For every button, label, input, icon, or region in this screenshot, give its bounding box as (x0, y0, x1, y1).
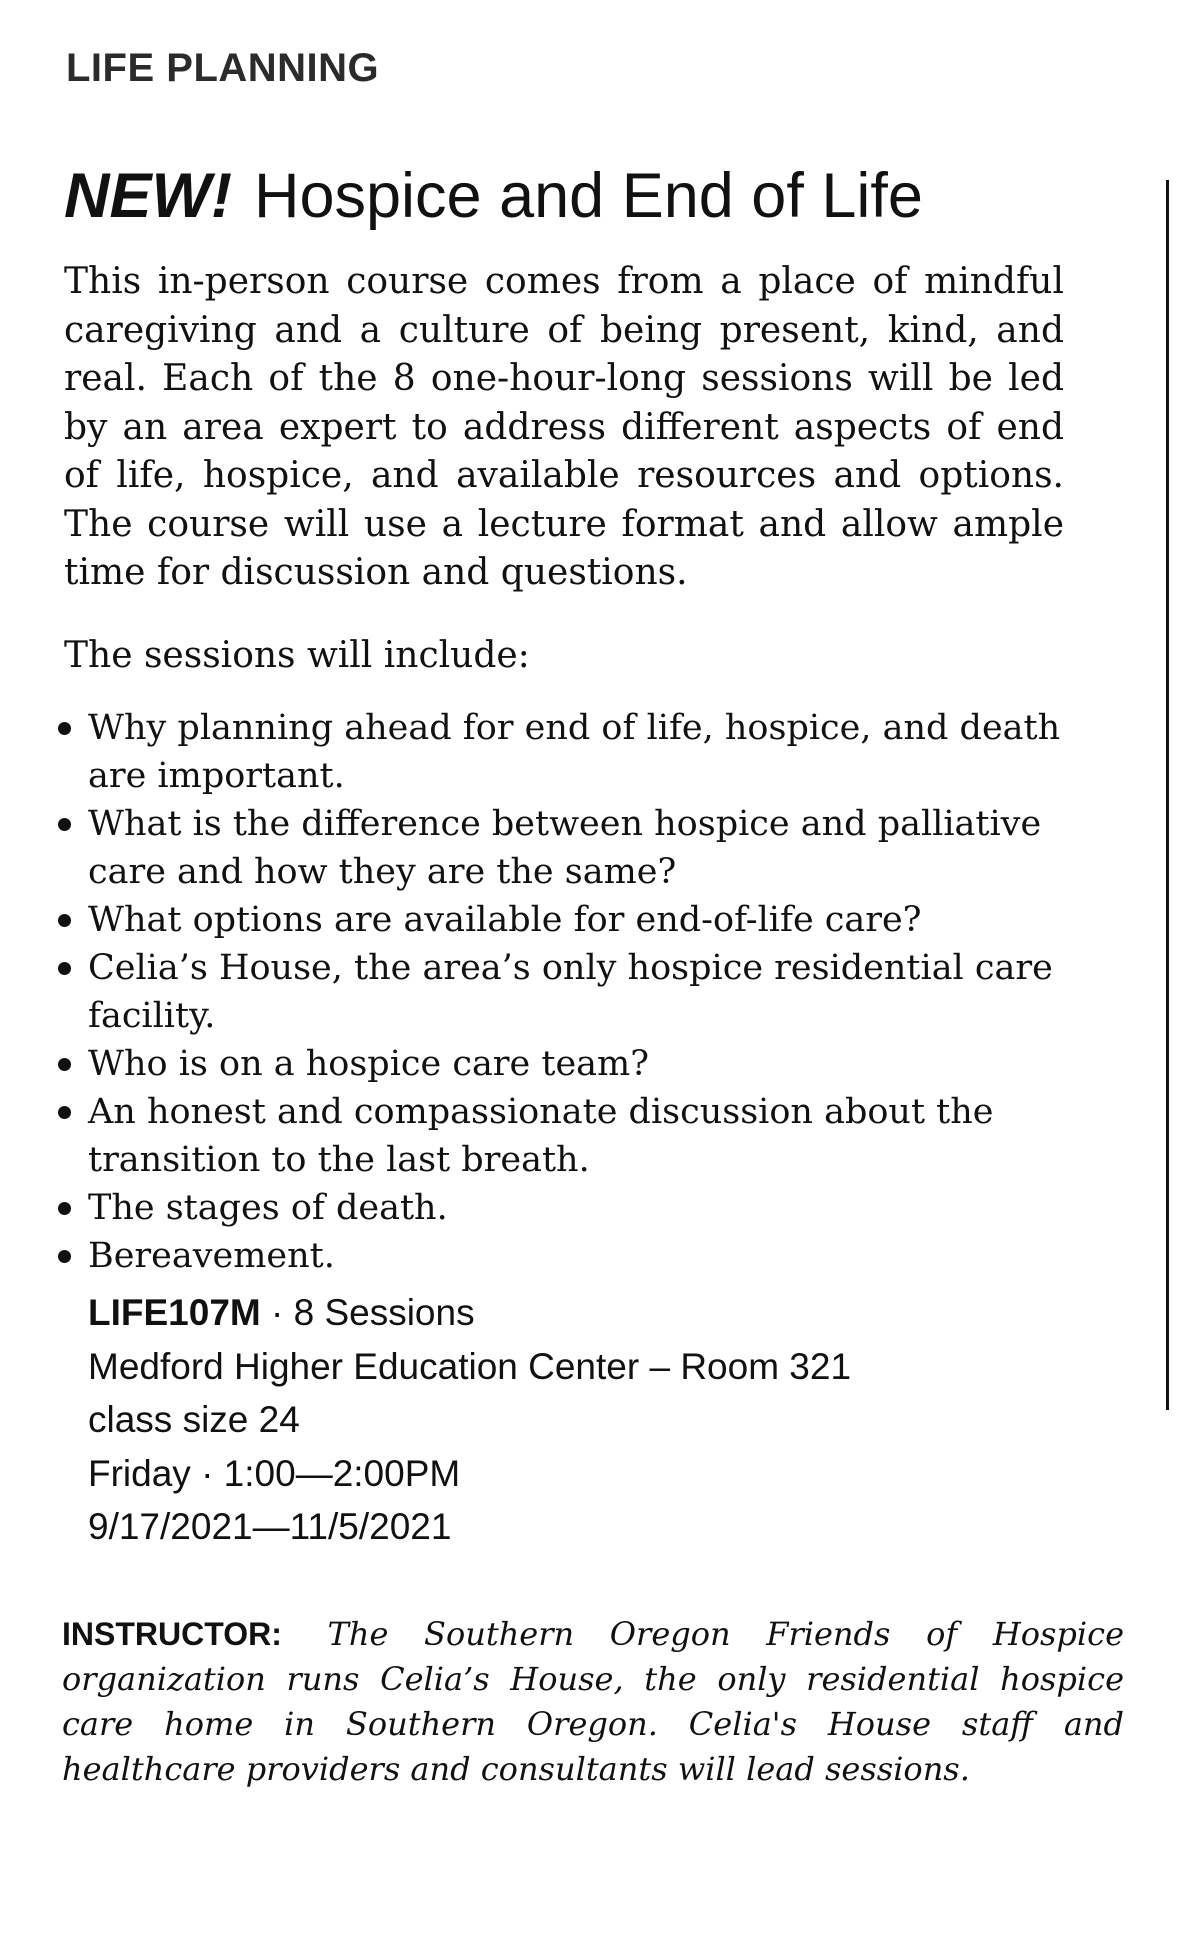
list-item-text: An honest and compassionate discussion about the transition to the last breath. (88, 1092, 994, 1180)
list-item (56, 1040, 1086, 1088)
course-schedule: Friday · 1:00—2:00PM (88, 1452, 461, 1494)
list-item (56, 800, 1086, 896)
course-title-text: Hospice and End of Life (253, 161, 923, 231)
bullet-icon (58, 962, 71, 975)
course-details (88, 1286, 851, 1554)
bullet-icon (58, 1250, 71, 1263)
session-count: · 8 Sessions (260, 1292, 475, 1333)
bullet-icon (58, 1202, 71, 1215)
instructor-paragraph (62, 1612, 1124, 1792)
list-item-text: The stages of death. (88, 1188, 448, 1228)
list-item-text: Why planning ahead for end of life, hospice, and death are important. (88, 708, 1061, 796)
list-item-text: Bereavement. (88, 1236, 335, 1276)
list-item (56, 704, 1086, 800)
instructor-text: The Southern Oregon Friends of Hospice organization runs Celia’s House, the only residential hospice care home in Southern Oregon. Celia's House staff and healthcare providers and consultants will lead sessions. (62, 1615, 1125, 1788)
course-code-line (88, 1286, 851, 1340)
sessions-lead: The sessions will include: (64, 635, 530, 676)
course-code: LIFE107M (88, 1292, 261, 1333)
section-header: LIFE PLANNING (66, 46, 380, 90)
vertical-rule (1166, 180, 1169, 1410)
bullet-icon (58, 818, 71, 831)
list-item-text: What options are available for end-of-life care? (88, 900, 922, 940)
instructor-label: INSTRUCTOR: (62, 1616, 282, 1652)
course-description: This in-person course comes from a place of mindful caregiving and a culture of being present, kind, and real. Each of the 8 one-hour-long sessions will be led by an area expert to address different aspects of end of life, hospice, and available resources and options. The course will use a lecture format and allow ample time for discussion and questions. (64, 261, 1064, 593)
list-item-text: Celia’s House, the area’s only hospice residential care facility. (88, 948, 1053, 1036)
list-item (56, 944, 1086, 1040)
course-dates: 9/17/2021—11/5/2021 (88, 1506, 452, 1547)
course-title (64, 158, 923, 234)
list-item (56, 1184, 1086, 1232)
new-tag: NEW! (64, 161, 232, 231)
class-size: class size 24 (88, 1399, 300, 1440)
bullet-icon (58, 722, 71, 735)
bullet-icon (58, 1058, 71, 1071)
list-item (56, 896, 1086, 944)
bullet-icon (58, 1106, 71, 1119)
list-item (56, 1232, 1086, 1280)
list-item (56, 1088, 1086, 1184)
list-item-text: What is the difference between hospice and palliative care and how they are the same? (88, 804, 1042, 892)
course-location: Medford Higher Education Center – Room 321 (88, 1345, 852, 1387)
list-item-text: Who is on a hospice care team? (88, 1044, 649, 1084)
bullet-icon (58, 914, 71, 927)
session-list (56, 704, 1086, 1280)
